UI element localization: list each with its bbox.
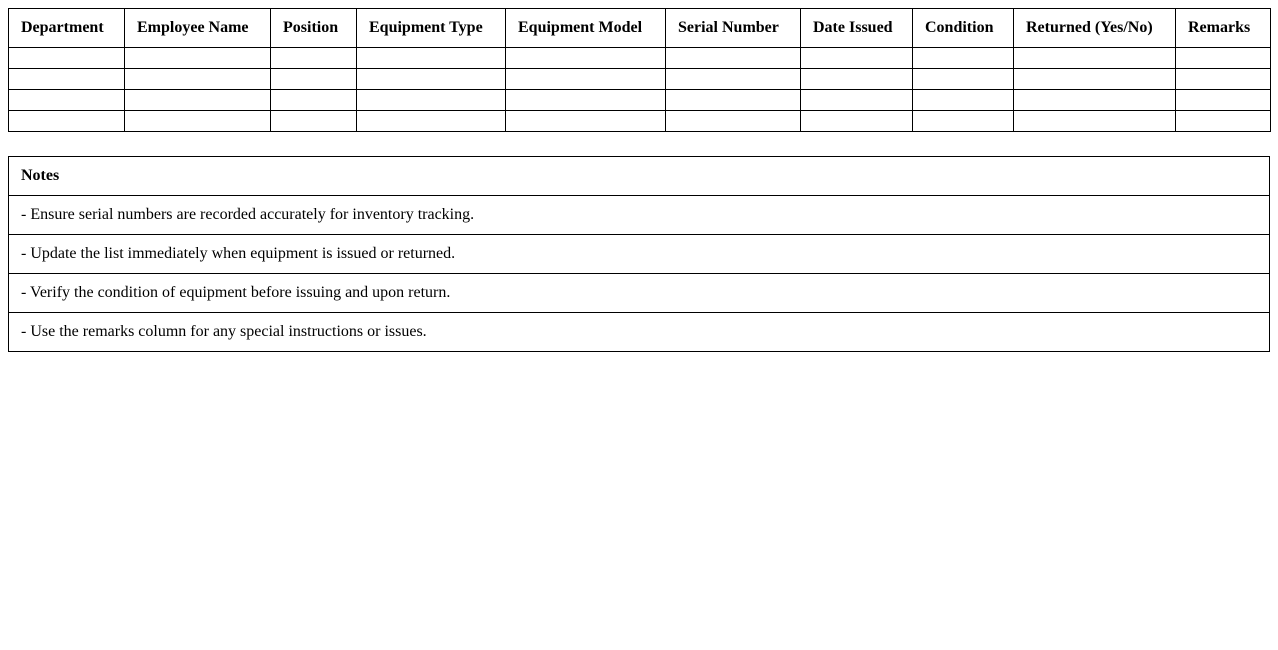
- table-row: [9, 111, 1271, 132]
- table-cell[interactable]: [271, 48, 357, 69]
- table-cell[interactable]: [271, 111, 357, 132]
- table-cell[interactable]: [666, 90, 801, 111]
- notes-header-row: [9, 157, 1270, 196]
- notes-table: [8, 156, 1270, 352]
- table-cell[interactable]: [1014, 111, 1176, 132]
- note-item: - Ensure serial numbers are recorded accurately for inventory tracking.: [9, 196, 1270, 235]
- note-item: - Verify the condition of equipment before issuing and upon return.: [9, 274, 1270, 313]
- header-returned: Returned (Yes/No): [1014, 9, 1176, 48]
- header-serial-number: Serial Number: [666, 9, 801, 48]
- note-item: - Use the remarks column for any special instructions or issues.: [9, 313, 1270, 352]
- table-cell[interactable]: [357, 69, 506, 90]
- table-cell[interactable]: [9, 48, 125, 69]
- table-cell[interactable]: [125, 90, 271, 111]
- table-cell[interactable]: [801, 48, 913, 69]
- table-cell[interactable]: [357, 48, 506, 69]
- header-equipment-model: Equipment Model: [506, 9, 666, 48]
- table-cell[interactable]: [1176, 69, 1271, 90]
- header-department: Department: [9, 9, 125, 48]
- table-cell[interactable]: [913, 111, 1014, 132]
- table-cell[interactable]: [271, 69, 357, 90]
- note-item: - Update the list immediately when equipment is issued or returned.: [9, 235, 1270, 274]
- table-cell[interactable]: [125, 69, 271, 90]
- notes-row: [9, 196, 1270, 235]
- header-date-issued: Date Issued: [801, 9, 913, 48]
- table-cell[interactable]: [801, 69, 913, 90]
- table-row: [9, 90, 1271, 111]
- table-cell[interactable]: [913, 48, 1014, 69]
- table-cell[interactable]: [506, 69, 666, 90]
- table-row: [9, 69, 1271, 90]
- table-cell[interactable]: [1176, 90, 1271, 111]
- notes-row: [9, 235, 1270, 274]
- header-position: Position: [271, 9, 357, 48]
- table-cell[interactable]: [1014, 90, 1176, 111]
- header-employee-name: Employee Name: [125, 9, 271, 48]
- table-cell[interactable]: [357, 90, 506, 111]
- table-cell[interactable]: [1176, 48, 1271, 69]
- table-cell[interactable]: [666, 48, 801, 69]
- table-cell[interactable]: [271, 90, 357, 111]
- table-cell[interactable]: [913, 69, 1014, 90]
- table-cell[interactable]: [1014, 48, 1176, 69]
- table-cell[interactable]: [9, 90, 125, 111]
- table-cell[interactable]: [9, 111, 125, 132]
- table-header-row: [9, 9, 1271, 48]
- header-condition: Condition: [913, 9, 1014, 48]
- table-cell[interactable]: [1176, 111, 1271, 132]
- equipment-table: [8, 8, 1271, 132]
- header-remarks: Remarks: [1176, 9, 1271, 48]
- table-cell[interactable]: [801, 90, 913, 111]
- table-cell[interactable]: [357, 111, 506, 132]
- table-cell[interactable]: [125, 111, 271, 132]
- notes-title: Notes: [9, 157, 1270, 196]
- table-row: [9, 48, 1271, 69]
- table-cell[interactable]: [801, 111, 913, 132]
- table-cell[interactable]: [506, 90, 666, 111]
- header-equipment-type: Equipment Type: [357, 9, 506, 48]
- notes-row: [9, 274, 1270, 313]
- table-cell[interactable]: [506, 111, 666, 132]
- table-cell[interactable]: [506, 48, 666, 69]
- notes-row: [9, 313, 1270, 352]
- table-cell[interactable]: [1014, 69, 1176, 90]
- table-cell[interactable]: [9, 69, 125, 90]
- table-cell[interactable]: [666, 69, 801, 90]
- table-cell[interactable]: [125, 48, 271, 69]
- table-cell[interactable]: [666, 111, 801, 132]
- table-cell[interactable]: [913, 90, 1014, 111]
